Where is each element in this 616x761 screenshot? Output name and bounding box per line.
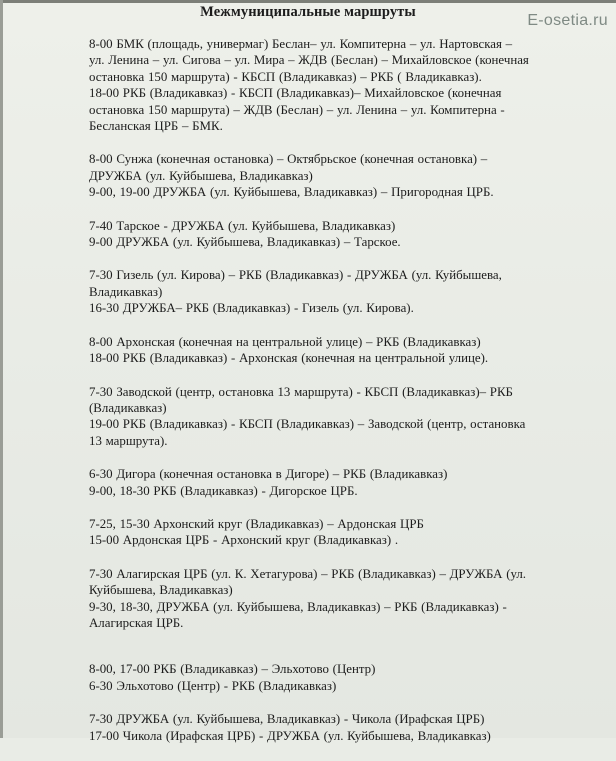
route-line: 16-30 ДРУЖБА– РКБ (Владикавказ) - Гизель (ул. Кирова). — [89, 301, 414, 316]
route-block — [89, 661, 585, 694]
route-line: 19-00 РКБ (Владикавказ) - КБСП (Владикавказ) – Заводской (центр, остановка — [89, 417, 526, 432]
route-block — [89, 151, 585, 200]
routes-list — [89, 36, 585, 761]
route-block — [89, 566, 585, 632]
route-line: 7-40 Тарское - ДРУЖБА (ул. Куйбышева, Владикавказ) — [89, 218, 396, 233]
left-border — [0, 0, 3, 738]
route-line: 9-00 ДРУЖБА (ул. Куйбышева, Владикавказ) – Тарское. — [89, 235, 401, 250]
route-line: 13 маршрута). — [89, 433, 168, 448]
route-line: остановка 150 маршрута) – ЖДВ (Беслан) – ул. Ленина – ул. Компитерна - — [89, 102, 505, 117]
route-line: 18-00 РКБ (Владикавказ) - Архонская (конечная на центральной улице). — [89, 351, 489, 366]
route-block — [89, 267, 585, 316]
route-line: 9-00, 19-00 ДРУЖБА (ул. Куйбышева, Владикавказ) – Пригородная ЦРБ. — [89, 185, 494, 200]
route-line: (Владикавказ) — [89, 400, 167, 415]
route-line: 7-30 Алагирская ЦРБ (ул. К. Хетагурова) – РКБ (Владикавказ) – ДРУЖБА (ул. — [89, 566, 527, 581]
route-line: 6-30 Эльхотово (Центр) - РКБ (Владикавказ) — [89, 678, 337, 693]
route-block — [89, 36, 585, 134]
route-block — [89, 218, 585, 251]
route-line: 9-00, 18-30 РКБ (Владикавказ) - Дигорское ЦРБ. — [89, 483, 358, 498]
route-line: ДРУЖБА (ул. Куйбышева, Владикавказ) — [89, 168, 313, 183]
top-border — [0, 0, 616, 3]
route-line: 7-25, 15-30 Архонский круг (Владикавказ) – Ардонская ЦРБ — [89, 516, 424, 531]
route-block — [89, 334, 585, 367]
route-block — [89, 384, 585, 450]
route-line: 8-00, 17-00 РКБ (Владикавказ) – Эльхотово (Центр) — [89, 662, 376, 677]
route-block — [89, 466, 585, 499]
route-line: ул. Ленина – ул. Сигова – ул. Мира – ЖДВ (Беслан) – Михайловское (конечная — [89, 53, 529, 68]
route-line: 8-00 БМК (площадь, универмаг) Беслан– ул. Компитерна – ул. Нартовская – — [89, 37, 513, 51]
route-block — [89, 711, 585, 744]
route-line: 18-00 РКБ (Владикавказ) - КБСП (Владикавказ)– Михайловское (конечная — [89, 86, 502, 101]
site-logo: E-osetia.ru — [527, 12, 608, 29]
route-line: Бесланская ЦРБ – БМК. — [89, 119, 223, 134]
route-line: Алагирская ЦРБ. — [89, 615, 184, 630]
route-line: Владикавказ) — [89, 284, 163, 299]
route-block — [89, 516, 585, 549]
route-line: Куйбышева, Владикавказ) — [89, 583, 233, 598]
route-line: 8-00 Сунжа (конечная остановка) – Октябрьское (конечная остановка) – — [89, 152, 488, 167]
route-line: 15-00 Ардонская ЦРБ - Архонский круг (Владикавказ) . — [89, 533, 399, 548]
route-line: остановка 150 маршрута) - КБСП (Владикавказ) – РКБ ( Владикавказ). — [89, 69, 482, 84]
route-line: 9-30, 18-30, ДРУЖБА (ул. Куйбышева, Владикавказ) – РКБ (Владикавказ) - — [89, 599, 507, 614]
route-line: 7-30 Заводской (центр, остановка 13 маршрута) - КБСП (Владикавказ)– РКБ — [89, 384, 513, 399]
route-line: 17-00 Чикола (Ирафская ЦРБ) - ДРУЖБА (ул. Куйбышева, Владикавказ) — [89, 728, 491, 743]
route-line: 8-00 Архонская (конечная на центральной улице) – РКБ (Владикавказ) — [89, 334, 481, 349]
page-title: Межмуниципальные маршруты — [200, 4, 416, 20]
route-line: 6-30 Дигора (конечная остановка в Дигоре) – РКБ (Владикавказ) — [89, 467, 448, 482]
route-line: 7-30 Гизель (ул. Кирова) – РКБ (Владикавказ) - ДРУЖБА (ул. Куйбышева, — [89, 268, 502, 283]
route-line: 7-30 ДРУЖБА (ул. Куйбышева, Владикавказ) - Чикола (Ирафская ЦРБ) — [89, 712, 485, 727]
